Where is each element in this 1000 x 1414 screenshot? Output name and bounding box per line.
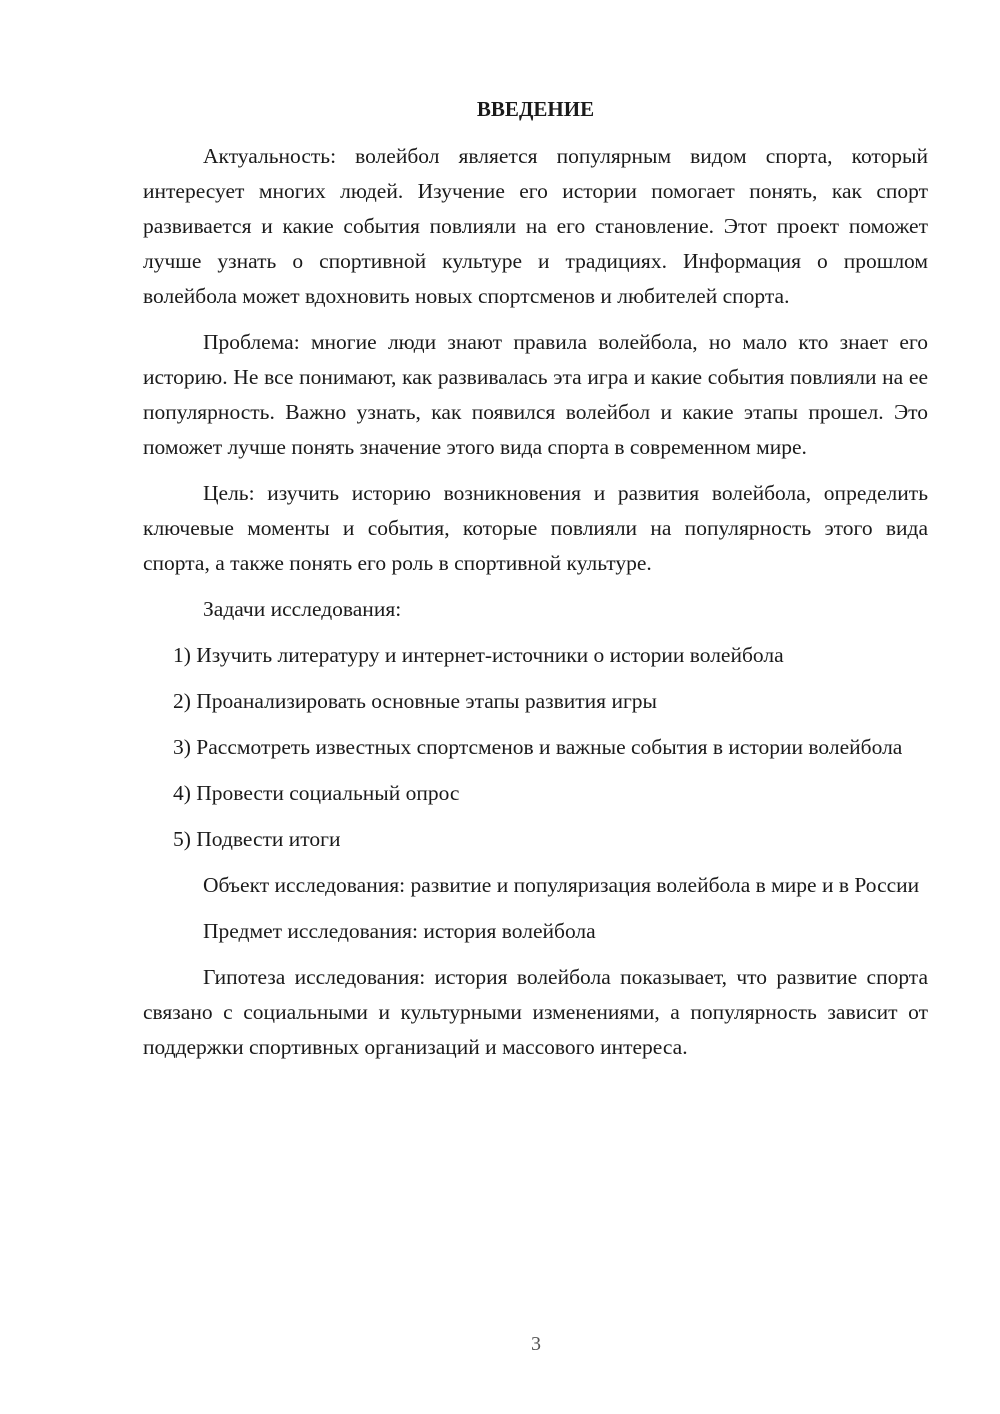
paragraph-subject: Предмет исследования: история волейбола bbox=[203, 919, 596, 943]
paragraph-problem: Проблема: многие люди знают правила волейбола, но мало кто знает его историю. Не все понимают, как развивалась эта игра и какие события повлияли на ее популярность. Важно узнать, как появился волейбол и какие этапы прошел. Это поможет лучше понять значение этого вида спорта в современном мире. bbox=[143, 330, 928, 459]
page-title: ВВЕДЕНИЕ bbox=[476, 97, 595, 121]
page-content bbox=[143, 92, 928, 1076]
list-item: 4) Провести социальный опрос bbox=[173, 781, 460, 805]
page-number: 3 bbox=[531, 1333, 541, 1355]
paragraph-hypothesis: Гипотеза исследования: история волейбола показывает, что развитие спорта связано с социальными и культурными изменениями, а популярность зависит от поддержки спортивных организаций и массового интереса. bbox=[143, 965, 928, 1059]
list-item: 3) Рассмотреть известных спортсменов и важные события в истории волейбола bbox=[173, 735, 903, 759]
tasks-list bbox=[143, 638, 928, 857]
list-item: 1) Изучить литературу и интернет-источники о истории волейбола bbox=[173, 643, 784, 667]
paragraph-relevance: Актуальность: волейбол является популярным видом спорта, который интересует многих людей. Изучение его истории помогает понять, как спорт развивается и какие события повлияли на его становление. Этот проект поможет лучше узнать о спортивной культуре и традициях. Информация о прошлом волейбола может вдохновить новых спортсменов и любителей спорта. bbox=[143, 144, 928, 308]
tasks-heading: Задачи исследования: bbox=[203, 597, 402, 621]
paragraph-goal: Цель: изучить историю возникновения и развития волейбола, определить ключевые моменты и события, которые повлияли на популярность этого вида спорта, а также понять его роль в спортивной культуре. bbox=[143, 481, 928, 575]
paragraph-object: Объект исследования: развитие и популяризация волейбола в мире и в России bbox=[203, 873, 920, 897]
list-item: 5) Подвести итоги bbox=[173, 827, 341, 851]
list-item: 2) Проанализировать основные этапы развития игры bbox=[173, 689, 657, 713]
